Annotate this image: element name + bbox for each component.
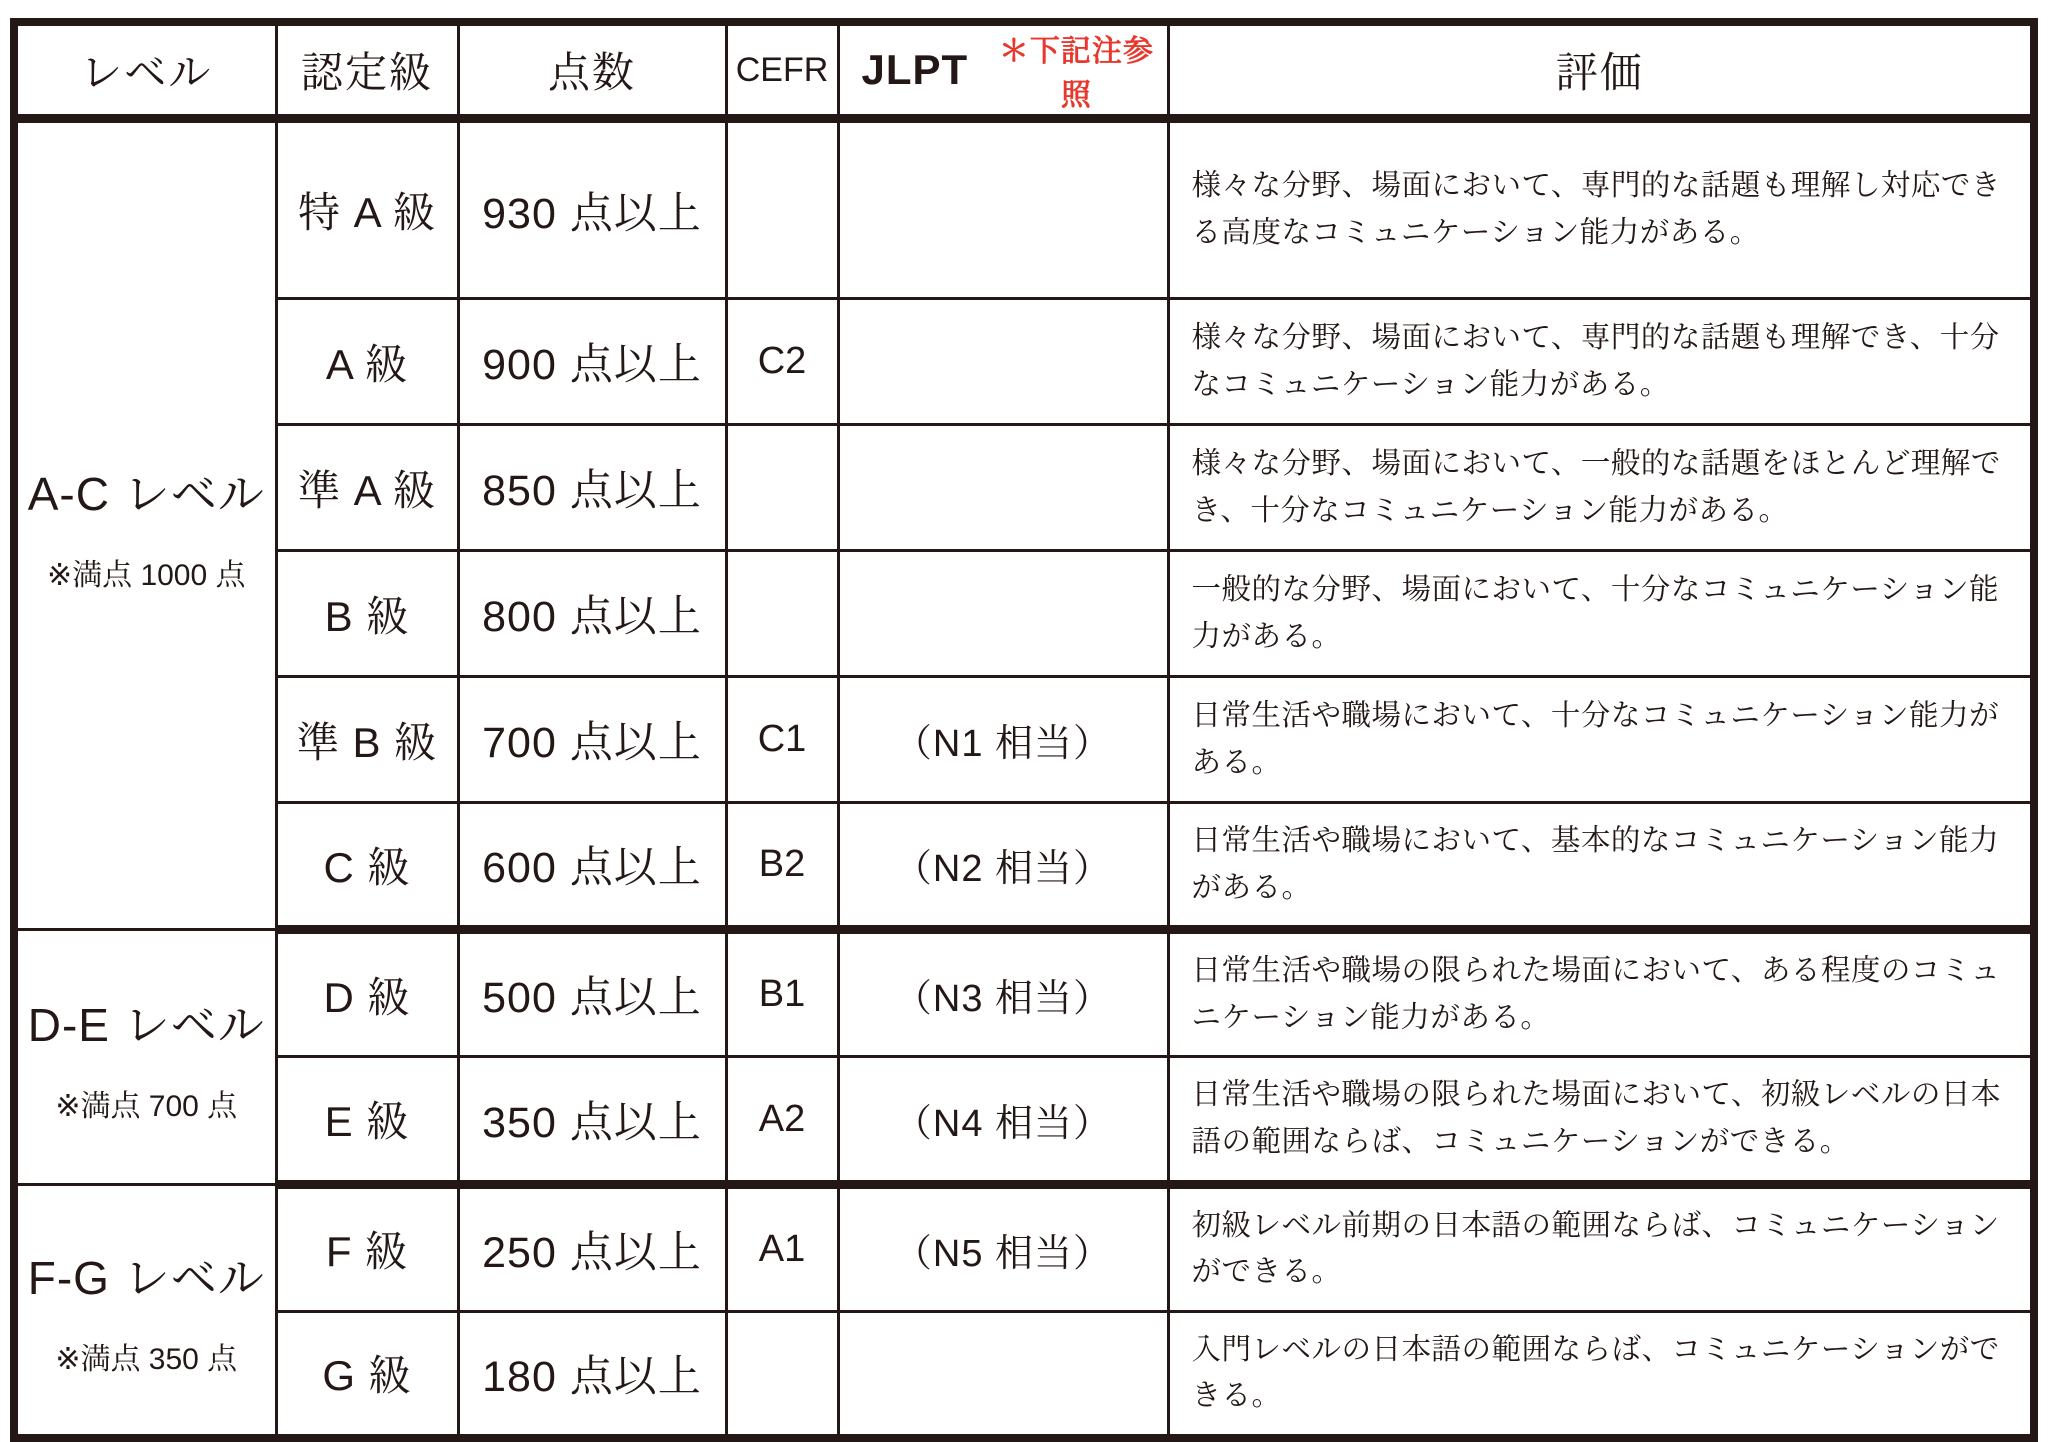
jlpt-cell: （N4 相当） bbox=[838, 1057, 1168, 1184]
evaluation-cell: 一般的な分野、場面において、十分なコミュニケーション能力がある。 bbox=[1168, 551, 2034, 677]
header-jlpt-note: ＊下記注参照 bbox=[998, 35, 1154, 112]
score-cell: 800 点以上 bbox=[458, 551, 726, 677]
evaluation-cell: 日常生活や職場の限られた場面において、初級レベルの日本語の範囲ならば、コミュニケーションができる。 bbox=[1168, 1057, 2034, 1184]
score-cell: 900 点以上 bbox=[458, 299, 726, 425]
level-group-ac-cell bbox=[14, 119, 276, 930]
cefr-cell: C2 bbox=[726, 299, 838, 425]
jlpt-cell: （N5 相当） bbox=[838, 1184, 1168, 1311]
score-cell: 350 点以上 bbox=[458, 1057, 726, 1184]
grade-cell: A 級 bbox=[276, 299, 458, 425]
cefr-cell bbox=[726, 551, 838, 677]
score-cell: 700 点以上 bbox=[458, 677, 726, 803]
jlpt-cell bbox=[838, 551, 1168, 677]
evaluation-cell: 日常生活や職場の限られた場面において、ある程度のコミュニケーション能力がある。 bbox=[1168, 930, 2034, 1057]
score-cell: 500 点以上 bbox=[458, 930, 726, 1057]
score-cell: 930 点以上 bbox=[458, 119, 726, 299]
grade-cell: 特 A 級 bbox=[276, 119, 458, 299]
grade-cell: 準 B 級 bbox=[276, 677, 458, 803]
level-group-note: ※満点 350 点 bbox=[55, 1342, 238, 1376]
header-jlpt bbox=[838, 22, 1168, 119]
evaluation-cell: 入門レベルの日本語の範囲ならば、コミュニケーションができる。 bbox=[1168, 1311, 2034, 1438]
header-level: レベル bbox=[14, 22, 276, 119]
cefr-cell: B1 bbox=[726, 930, 838, 1057]
header-grade: 認定級 bbox=[276, 22, 458, 119]
cefr-cell: C1 bbox=[726, 677, 838, 803]
jlpt-cell: （N2 相当） bbox=[838, 803, 1168, 930]
cefr-cell bbox=[726, 425, 838, 551]
table-header-row bbox=[14, 22, 2034, 119]
grade-cell: F 級 bbox=[276, 1184, 458, 1311]
level-group-title: A-C レベル bbox=[27, 467, 265, 520]
cefr-cell: B2 bbox=[726, 803, 838, 930]
table-row bbox=[14, 299, 2034, 425]
level-group-title: F-G レベル bbox=[27, 1251, 265, 1304]
score-cell: 250 点以上 bbox=[458, 1184, 726, 1311]
table-row bbox=[14, 425, 2034, 551]
jlpt-cell bbox=[838, 425, 1168, 551]
evaluation-cell: 初級レベル前期の日本語の範囲ならば、コミュニケーションができる。 bbox=[1168, 1184, 2034, 1311]
evaluation-cell: 日常生活や職場において、基本的なコミュニケーション能力がある。 bbox=[1168, 803, 2034, 930]
grade-cell: E 級 bbox=[276, 1057, 458, 1184]
table-row bbox=[14, 551, 2034, 677]
table-row bbox=[14, 1311, 2034, 1438]
table-row bbox=[14, 930, 2034, 1057]
cefr-cell: A2 bbox=[726, 1057, 838, 1184]
evaluation-cell: 様々な分野、場面において、専門的な話題も理解し対応できる高度なコミュニケーション能力がある。 bbox=[1168, 119, 2034, 299]
header-jlpt-wrap bbox=[840, 26, 1167, 114]
header-evaluation: 評価 bbox=[1168, 22, 2034, 119]
level-group-title: D-E レベル bbox=[27, 998, 265, 1051]
evaluation-cell: 日常生活や職場において、十分なコミュニケーション能力がある。 bbox=[1168, 677, 2034, 803]
jlpt-cell bbox=[838, 299, 1168, 425]
jlpt-cell: （N1 相当） bbox=[838, 677, 1168, 803]
jlpt-cell: （N3 相当） bbox=[838, 930, 1168, 1057]
table-row bbox=[14, 1057, 2034, 1184]
table-row bbox=[14, 1184, 2034, 1311]
header-jlpt-label: JLPT bbox=[861, 46, 969, 93]
evaluation-cell: 様々な分野、場面において、一般的な話題をほとんど理解でき、十分なコミュニケーション能力がある。 bbox=[1168, 425, 2034, 551]
level-certification-table bbox=[10, 18, 2038, 1442]
grade-cell: B 級 bbox=[276, 551, 458, 677]
table-row bbox=[14, 119, 2034, 299]
level-group-de-cell bbox=[14, 930, 276, 1184]
grade-cell: D 級 bbox=[276, 930, 458, 1057]
grade-cell: 準 A 級 bbox=[276, 425, 458, 551]
table-row bbox=[14, 677, 2034, 803]
grade-cell: C 級 bbox=[276, 803, 458, 930]
cefr-cell: A1 bbox=[726, 1184, 838, 1311]
level-group-fg-cell bbox=[14, 1184, 276, 1438]
evaluation-cell: 様々な分野、場面において、専門的な話題も理解でき、十分なコミュニケーション能力がある。 bbox=[1168, 299, 2034, 425]
grade-cell: G 級 bbox=[276, 1311, 458, 1438]
level-group-note: ※満点 1000 点 bbox=[46, 558, 246, 592]
level-group-note: ※満点 700 点 bbox=[55, 1089, 238, 1123]
jlpt-cell bbox=[838, 119, 1168, 299]
table-row bbox=[14, 803, 2034, 930]
score-cell: 180 点以上 bbox=[458, 1311, 726, 1438]
cefr-cell bbox=[726, 119, 838, 299]
score-cell: 850 点以上 bbox=[458, 425, 726, 551]
cefr-cell bbox=[726, 1311, 838, 1438]
score-cell: 600 点以上 bbox=[458, 803, 726, 930]
header-score: 点数 bbox=[458, 22, 726, 119]
jlpt-cell bbox=[838, 1311, 1168, 1438]
header-cefr: CEFR bbox=[726, 22, 838, 119]
